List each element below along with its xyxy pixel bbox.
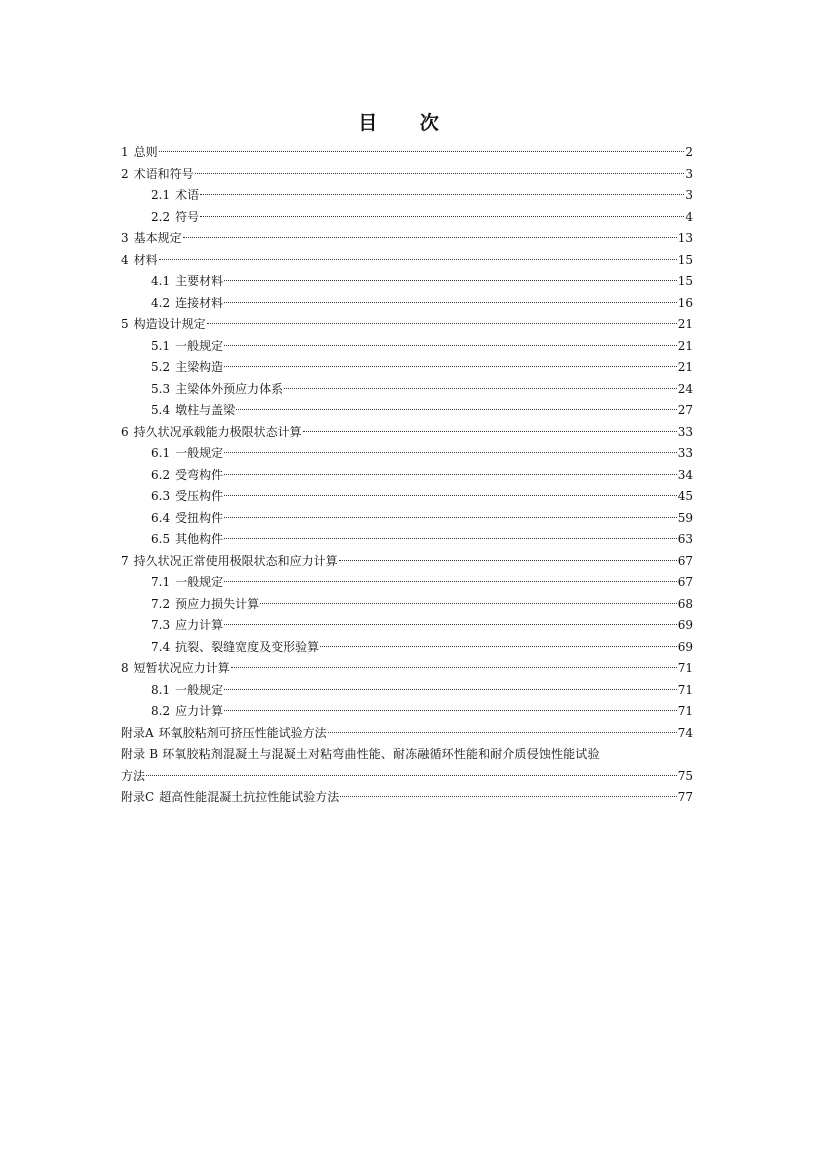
toc-entry-page: 69 bbox=[677, 639, 693, 654]
toc-entry[interactable] bbox=[121, 142, 693, 164]
toc-entry[interactable] bbox=[121, 465, 693, 487]
toc-entry-text: 连接材料 bbox=[175, 295, 224, 310]
toc-title: 目 次 bbox=[358, 112, 457, 134]
dot-leader bbox=[146, 775, 677, 776]
dot-leader bbox=[224, 581, 677, 582]
toc-entry-number: 4.1 bbox=[151, 274, 171, 288]
toc-entry-text: 持久状况承载能力极限状态计算 bbox=[133, 424, 302, 439]
toc-entry-number: 5.2 bbox=[151, 360, 171, 374]
toc-entry-page: 15 bbox=[677, 274, 693, 288]
toc-entry-page: 24 bbox=[677, 381, 693, 396]
toc-entry-number: 7.4 bbox=[151, 639, 171, 654]
toc-entry[interactable] bbox=[121, 422, 693, 444]
dot-leader bbox=[224, 624, 677, 625]
toc-entry-text: 一般规定 bbox=[175, 338, 224, 353]
toc-entry-page: 63 bbox=[677, 532, 693, 546]
toc-entry-number: 6.1 bbox=[151, 446, 171, 460]
toc-entry[interactable] bbox=[121, 637, 693, 659]
dot-leader bbox=[183, 237, 677, 238]
toc-entry-text: 一般规定 bbox=[175, 446, 224, 460]
toc-entry-number: 附录A bbox=[121, 725, 154, 740]
toc-entry-text: 短暂状况应力计算 bbox=[133, 661, 230, 675]
dot-leader bbox=[224, 538, 677, 539]
toc-entry-number: 7.1 bbox=[151, 575, 171, 589]
toc-entry[interactable] bbox=[121, 680, 693, 702]
toc-entry[interactable] bbox=[121, 293, 693, 315]
dot-leader bbox=[200, 216, 684, 217]
toc-entry-number: 6.3 bbox=[151, 489, 171, 503]
dot-leader bbox=[159, 151, 685, 152]
toc-entry-text: 受扭构件 bbox=[175, 510, 224, 525]
dot-leader bbox=[224, 689, 677, 690]
toc-entry-number: 2 bbox=[121, 166, 129, 181]
dot-leader bbox=[340, 796, 677, 797]
toc-entry-text: 符号 bbox=[175, 209, 200, 224]
dot-leader bbox=[224, 302, 677, 303]
toc-entry-page: 3 bbox=[685, 166, 693, 181]
toc-entry-page: 71 bbox=[677, 661, 693, 675]
toc-entry-text: 受弯构件 bbox=[175, 467, 224, 482]
toc-entry-text: 主要材料 bbox=[175, 274, 224, 288]
toc-entry-number: 5 bbox=[121, 317, 129, 331]
dot-leader bbox=[284, 388, 677, 389]
toc-entry[interactable] bbox=[121, 551, 693, 573]
toc-entry-page: 34 bbox=[677, 467, 693, 482]
toc-entry-page: 4 bbox=[685, 209, 693, 224]
toc-entry[interactable] bbox=[121, 357, 693, 379]
toc-entry[interactable] bbox=[121, 185, 693, 207]
dot-leader bbox=[303, 431, 677, 432]
toc-entry-page: 27 bbox=[677, 403, 693, 417]
toc-entry-number: 1 bbox=[121, 145, 129, 159]
dot-leader bbox=[224, 474, 677, 475]
toc-entry-page: 3 bbox=[685, 188, 693, 202]
dot-leader bbox=[224, 710, 677, 711]
toc-entry-appendix-c[interactable] bbox=[121, 787, 693, 809]
dot-leader bbox=[224, 495, 677, 496]
dot-leader bbox=[224, 366, 677, 367]
toc-entry[interactable] bbox=[121, 250, 693, 272]
dot-leader bbox=[195, 173, 685, 174]
toc-entry[interactable] bbox=[121, 658, 693, 680]
toc-entry-number: 4 bbox=[121, 252, 129, 267]
toc-entry-number: 3 bbox=[121, 231, 129, 245]
table-of-contents bbox=[121, 142, 693, 809]
toc-entry-text: 一般规定 bbox=[175, 575, 224, 589]
toc-entry-number: 5.1 bbox=[151, 338, 171, 353]
toc-entry-page: 33 bbox=[677, 446, 693, 460]
toc-entry-text: 主梁构造 bbox=[175, 360, 224, 374]
toc-entry[interactable] bbox=[121, 207, 693, 229]
dot-leader bbox=[224, 452, 677, 453]
toc-entry-number: 7.3 bbox=[151, 618, 171, 632]
toc-entry[interactable] bbox=[121, 379, 693, 401]
toc-entry-text: 术语 bbox=[175, 188, 200, 202]
toc-entry[interactable] bbox=[121, 723, 693, 745]
toc-entry-page: 67 bbox=[677, 575, 693, 589]
toc-entry[interactable] bbox=[121, 336, 693, 358]
toc-entry-number: 5.3 bbox=[151, 381, 171, 396]
dot-leader bbox=[260, 603, 677, 604]
toc-entry-number: 8.2 bbox=[151, 704, 171, 718]
toc-entry-page: 67 bbox=[677, 553, 693, 568]
toc-entry-text: 环氧胶粘剂可挤压性能试验方法 bbox=[158, 725, 327, 740]
dot-leader bbox=[320, 646, 677, 647]
toc-entry[interactable] bbox=[121, 701, 693, 723]
toc-entry-text-cont: 方法 bbox=[121, 768, 146, 783]
toc-entry-page: 68 bbox=[677, 596, 693, 611]
toc-entry-number: 6 bbox=[121, 424, 129, 439]
toc-entry-page: 21 bbox=[677, 317, 693, 331]
toc-entry[interactable] bbox=[121, 400, 693, 422]
dot-leader bbox=[339, 560, 677, 561]
toc-entry-text: 其他构件 bbox=[175, 532, 224, 546]
dot-leader bbox=[200, 194, 684, 195]
toc-entry[interactable] bbox=[121, 529, 693, 551]
toc-entry-text: 墩柱与盖梁 bbox=[175, 403, 236, 417]
toc-entry[interactable] bbox=[121, 594, 693, 616]
toc-entry[interactable] bbox=[121, 486, 693, 508]
toc-entry-text: 超高性能混凝土抗拉性能试验方法 bbox=[159, 790, 340, 804]
toc-entry-page: 16 bbox=[677, 295, 693, 310]
toc-entry[interactable] bbox=[121, 228, 693, 250]
toc-entries bbox=[121, 142, 693, 744]
toc-entry-text: 一般规定 bbox=[175, 682, 224, 697]
toc-entry-page: 75 bbox=[677, 768, 693, 783]
toc-entry-page: 33 bbox=[677, 424, 693, 439]
toc-entry-number: 2.1 bbox=[151, 188, 171, 202]
dot-leader bbox=[159, 259, 677, 260]
toc-entry-text: 抗裂、裂缝宽度及变形验算 bbox=[175, 639, 320, 654]
toc-entry-number: 附录C bbox=[121, 790, 155, 804]
toc-entry-number: 6.4 bbox=[151, 510, 171, 525]
dot-leader bbox=[207, 323, 677, 324]
toc-entry-number: 6.2 bbox=[151, 467, 171, 482]
dot-leader bbox=[231, 667, 677, 668]
toc-entry-page: 71 bbox=[677, 682, 693, 697]
toc-entry[interactable] bbox=[121, 314, 693, 336]
toc-entry-text: 附录 B 环氧胶粘剂混凝土与混凝土对粘弯曲性能、耐冻融循环性能和耐介质侵蚀性能试验 bbox=[121, 747, 600, 761]
toc-entry-number: 2.2 bbox=[151, 209, 171, 224]
toc-entry[interactable] bbox=[121, 271, 693, 293]
toc-entry-number: 7 bbox=[121, 553, 129, 568]
toc-entry-text: 持久状况正常使用极限状态和应力计算 bbox=[133, 553, 338, 568]
toc-entry-number: 6.5 bbox=[151, 532, 171, 546]
toc-entry[interactable] bbox=[121, 508, 693, 530]
toc-entry-number: 8.1 bbox=[151, 682, 171, 697]
toc-entry-text: 构造设计规定 bbox=[133, 317, 206, 331]
toc-entry-text: 预应力损失计算 bbox=[175, 596, 260, 611]
toc-entry-page: 77 bbox=[677, 790, 693, 804]
dot-leader bbox=[328, 732, 677, 733]
toc-entry-page: 69 bbox=[677, 618, 693, 632]
toc-entry[interactable] bbox=[121, 572, 693, 594]
toc-entry-number: 5.4 bbox=[151, 403, 171, 417]
toc-entry-page: 13 bbox=[677, 231, 693, 245]
toc-entry-appendix-b[interactable] bbox=[121, 744, 693, 787]
toc-entry-text: 受压构件 bbox=[175, 489, 224, 503]
toc-entry-text: 总则 bbox=[133, 145, 158, 159]
toc-entry-page: 21 bbox=[677, 360, 693, 374]
dot-leader bbox=[224, 345, 677, 346]
dot-leader bbox=[236, 409, 677, 410]
toc-entry-page: 15 bbox=[677, 252, 693, 267]
toc-entry-page: 21 bbox=[677, 338, 693, 353]
toc-entry-page: 2 bbox=[685, 145, 693, 159]
toc-entry-number: 7.2 bbox=[151, 596, 171, 611]
toc-entry[interactable] bbox=[121, 443, 693, 465]
toc-entry-page: 71 bbox=[677, 704, 693, 718]
toc-entry-text: 主梁体外预应力体系 bbox=[175, 381, 284, 396]
toc-entry-text: 应力计算 bbox=[175, 618, 224, 632]
toc-entry-number: 8 bbox=[121, 661, 129, 675]
toc-entry-page: 45 bbox=[677, 489, 693, 503]
dot-leader bbox=[224, 517, 677, 518]
toc-entry-page: 74 bbox=[677, 725, 693, 740]
dot-leader bbox=[224, 280, 677, 281]
toc-entry-page: 59 bbox=[677, 510, 693, 525]
toc-entry-number: 4.2 bbox=[151, 295, 171, 310]
toc-entry-text: 应力计算 bbox=[175, 704, 224, 718]
toc-entry[interactable] bbox=[121, 615, 693, 637]
toc-entry[interactable] bbox=[121, 164, 693, 186]
toc-entry-continuation bbox=[121, 766, 693, 788]
toc-entry-text: 基本规定 bbox=[133, 231, 182, 245]
toc-entry-text: 材料 bbox=[133, 252, 158, 267]
toc-entry-text: 术语和符号 bbox=[133, 166, 194, 181]
